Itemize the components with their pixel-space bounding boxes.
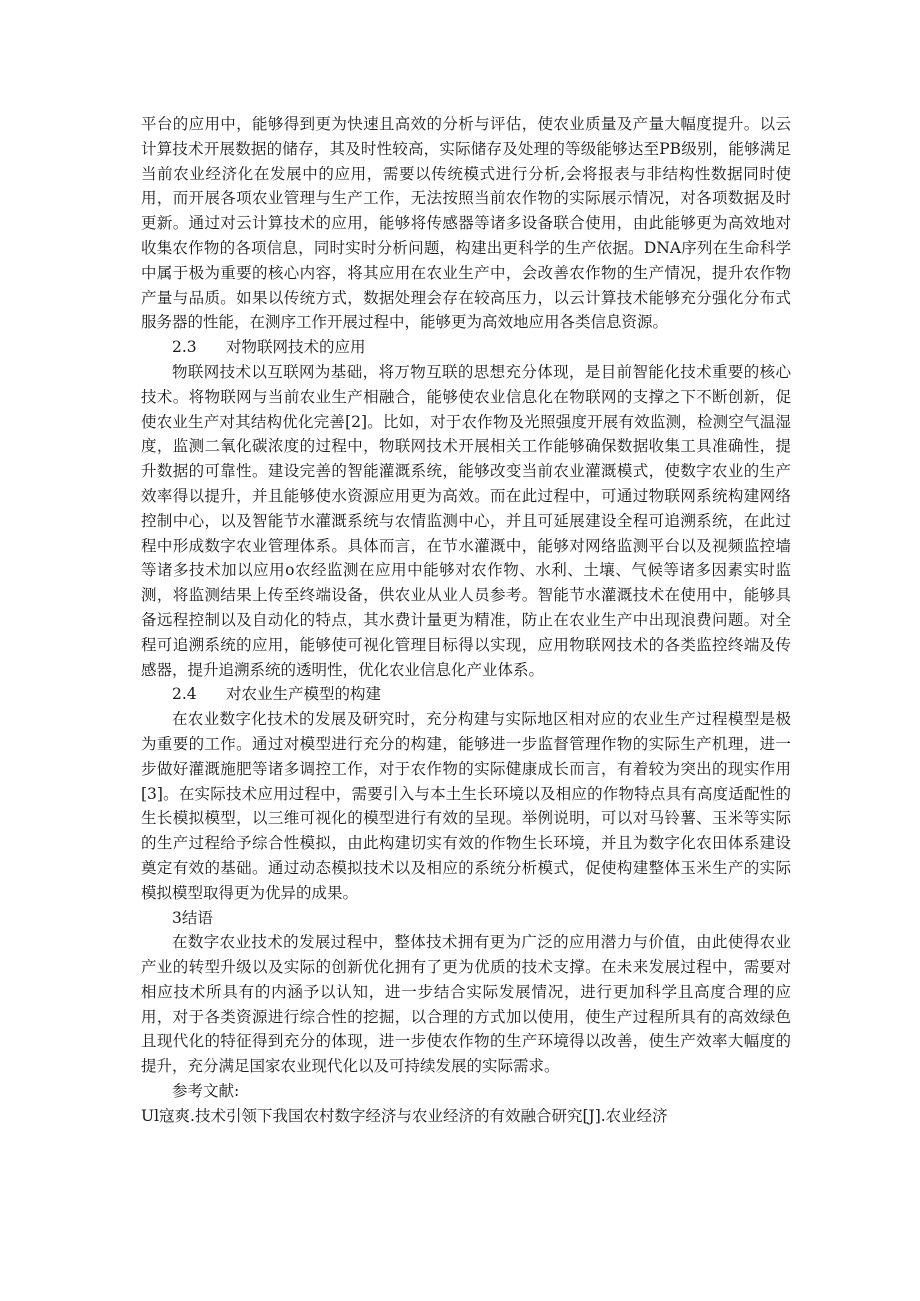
section-heading-2-3 — [141, 335, 791, 360]
paragraph-3: 在数字农业技术的发展过程中，整体技术拥有更为广泛的应用潜力与价值，由此使得农业产业的转型升级以及实际的创新优化拥有了更为优质的技术支撑。在未来发展过程中，需要对相应技术所具有的内涵予以认知，进一步结合实际发展情况，进行更加科学且高度合理的应用，对于各类资源进行综合性的挖掘，以合理的方式加以使用，使生产过程所具有的高效绿色且现代化的特征得到充分的体现，进一步使农作物的生产环境得以改善，使生产效率大幅度的提升，充分满足国家农业现代化以及可持续发展的实际需求。 — [141, 933, 791, 1076]
references-heading: 参考文献: — [172, 1082, 240, 1101]
document-page — [141, 112, 791, 1129]
section-number: 2.3 — [172, 338, 197, 357]
reference-item: Ul寇爽.技术引领下我国农村数字经济与农业经济的有效融合研究[J].农业经济 — [141, 1106, 668, 1125]
paragraph-2-3: 物联网技术以互联网为基础，将万物互联的思想充分体现，是目前智能化技术重要的核心技术。将物联网与当前农业生产相融合，能够使农业信息化在物联网的支撑之下不断创新，促使农业生产对其结构优化完善[2]。比如，对于农作物及光照强度开展有效监测，检测空气温湿度，监测二氧化碳浓度的过程中，物联网技术开展相关工作能够确保数据收集工具准确性，提升数据的可靠性。建设完善的智能灌溉系统，能够改变当前农业灌溉模式，使数字农业的生产效率得以提升，并且能够使水资源应用更为高效。而在此过程中，可通过物联网系统构建网络控制中心，以及智能节水灌溉系统与农情监测中心，并且可延展建设全程可追溯系统，在此过程中形成数字农业管理体系。具体而言，在节水灌溉中，能够对网络监测平台以及视频监控墙等诸多技术加以应用o农经监测在应用中能够对农作物、水利、土壤、气候等诸多因素实时监测，将监测结果上传至终端设备，供农业从业人员参考。智能节水灌溉技术在使用中，能够具备远程控制以及自动化的特点，其水费计量更为精准，防止在农业生产中出现浪费问题。对全程可追溯系统的应用，能够使可视化管理目标得以实现，应用物联网技术的各类监控终端及传感器，提升追溯系统的透明性，优化农业信息化产业体系。 — [141, 362, 791, 679]
paragraph-intro: 平台的应用中，能够得到更为快速且高效的分析与评估，使农业质量及产量大幅度提升。以云计算技术开展数据的储存，其及时性较高，实际储存及处理的等级能够达至PB级别，能够满足当前农业经济化在发展中的应用，需要以传统模式进行分析,会将报表与非结构性数据同时使用，而开展各项农业管理与生产工作，无法按照当前农作物的实际展示情况，对各项数据及时更新。通过对云计算技术的应用，能够将传感器等诸多设备联合使用，由此能够更为高效地对收集农作物的各项信息，同时实时分析问题，构建出更科学的生产依据。DNA序列在生命科学中属于极为重要的核心内容，将其应用在农业生产中，会改善农作物的生产情况，提升农作物产量与品质。如果以传统方式，数据处理会存在较高压力，以云计算技术能够充分强化分布式服务器的性能，在测序工作开展过程中，能够更为高效地应用各类信息资源。 — [141, 115, 791, 332]
section-heading-2-4 — [141, 682, 791, 707]
section-heading-3: 3结语 — [172, 908, 213, 927]
paragraph-2-4: 在农业数字化技术的发展及研究时，充分构建与实际地区相对应的农业生产过程模型是极为重要的工作。通过对模型进行充分的构建，能够进一步监督管理作物的实际生产机理，进一步做好灌溉施肥等诸多调控工作，对于农作物的实际健康成长而言，有着较为突出的现实作用[3]。在实际技术应用过程中，需要引入与本土生长环境以及相应的作物特点具有高度适配性的生长模拟模型，以三维可视化的模型进行有效的呈现。举例说明，可以对马铃薯、玉米等实际的生产过程给予综合性模拟，由此构建切实有效的作物生长环境，并且为数字化农田体系建设奠定有效的基础。通过动态模拟技术以及相应的系统分析模式，促使构建整体玉米生产的实际模拟模型取得更为优异的成果。 — [141, 710, 791, 902]
section-title: 对农业生产模型的构建 — [226, 685, 382, 704]
section-title: 对物联网技术的应用 — [226, 338, 366, 357]
section-number: 2.4 — [172, 685, 197, 704]
